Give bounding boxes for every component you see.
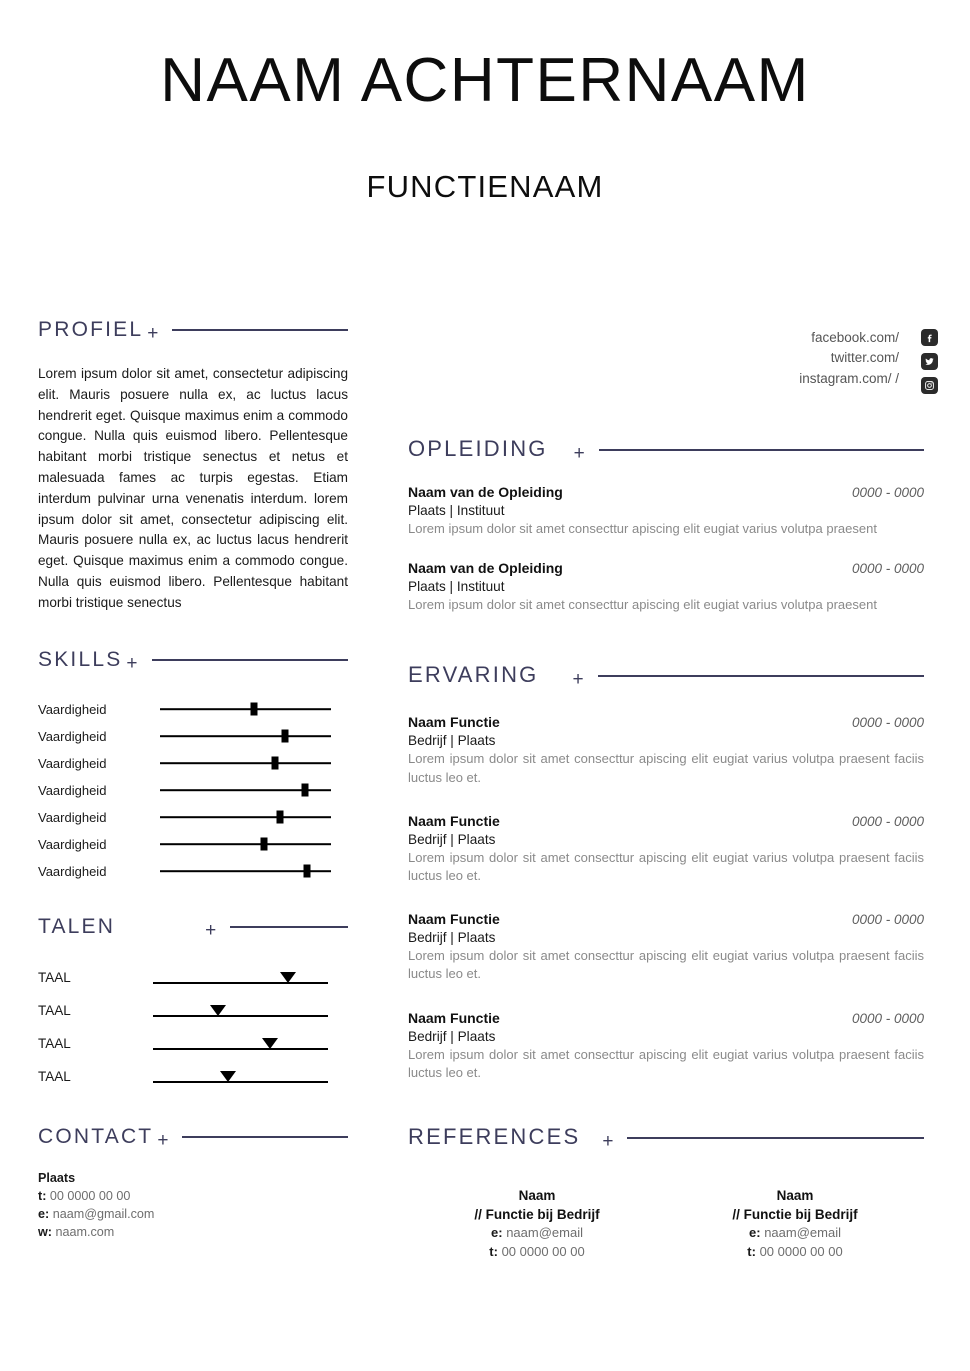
language-label: TAAL (38, 1035, 71, 1051)
entry-header (408, 714, 924, 730)
talen-heading (38, 915, 348, 939)
profiel-text: Lorem ipsum dolor sit amet, consectetur adipiscing elit. Mauris posuere nulla ex, ac luctus lacus hendrerit eget. Quisque maximus enim a commodo congue. Nulla quis euismod libero. Pellentesque habitant morbi tristique senectus et netus et malesuada fames ac turpis egestas. Etiam interdum pulvinar urna venenatis interdum. lorem ipsum dolor sit amet, consectetur adipiscing elit. Mauris posuere nulla ex, ac luctus lacus hendrerit eget. Quisque maximus enim a commodo congue. Nulla quis euismod libero. Pellentesque habitant morbi tristique senectus (38, 366, 348, 610)
skills-list (38, 696, 348, 885)
entry-title: Naam Functie (408, 714, 500, 731)
reference-name: Naam (776, 1187, 814, 1203)
plus-icon: + (157, 1129, 169, 1151)
contact-phone[interactable] (38, 1187, 348, 1205)
entry-header (408, 911, 924, 927)
reference-phone-value: 00 0000 00 00 (755, 1243, 843, 1259)
entry-title: Naam Functie (408, 1009, 500, 1026)
skills-heading (38, 648, 348, 672)
social-block (799, 328, 938, 394)
reference-role: // Functie bij Bedrijf (474, 1207, 600, 1223)
opleiding-heading-label: OPLEIDING (408, 436, 548, 461)
facebook-icon[interactable] (921, 329, 938, 346)
reference-item (408, 1186, 666, 1261)
entry-description: Lorem ipsum dolor sit amet consecttur apiscing elit eugiat varius volutpa praesent faciis luctus leo et. (408, 849, 924, 883)
facebook-link[interactable]: facebook.com/ (811, 330, 899, 345)
reference-phone[interactable] (408, 1243, 666, 1261)
talen-heading-label: TALEN (38, 914, 116, 938)
entry-subtitle: Bedrijf | Plaats (408, 733, 496, 749)
entry-item (408, 911, 924, 983)
right-column (408, 436, 924, 1261)
reference-email[interactable] (408, 1224, 666, 1242)
language-marker[interactable] (210, 1005, 226, 1016)
cv-header (0, 0, 970, 205)
skill-row (38, 750, 348, 777)
entry-date: 0000 - 0000 (851, 561, 924, 577)
skill-slider[interactable] (160, 702, 331, 716)
entry-subtitle: Plaats | Instituut (408, 579, 505, 595)
language-row (38, 1060, 348, 1093)
contact-email[interactable] (38, 1205, 348, 1223)
skill-slider[interactable] (160, 837, 331, 851)
opleiding-list (408, 484, 924, 614)
entry-description: Lorem ipsum dolor sit amet consecttur apiscing elit eugiat varius volutpa praesent faciis luctus leo et. (408, 751, 924, 785)
twitter-link[interactable]: twitter.com/ (830, 350, 899, 366)
contact-heading-label: CONTACT (38, 1124, 154, 1148)
language-marker[interactable] (262, 1038, 278, 1049)
entry-item (408, 813, 924, 885)
language-slider[interactable] (153, 1034, 328, 1052)
section-references (408, 1124, 924, 1261)
reference-phone-value: 00 0000 00 00 (497, 1243, 585, 1259)
reference-role: // Functie bij Bedrijf (732, 1207, 858, 1223)
reference-email-value: naam@email (760, 1225, 841, 1241)
reference-email-label: e: (491, 1225, 503, 1241)
ervaring-heading (408, 662, 924, 691)
section-contact (38, 1125, 348, 1242)
opleiding-heading (408, 436, 924, 462)
contact-heading (38, 1125, 348, 1149)
plus-icon: + (205, 919, 217, 941)
section-profiel (38, 318, 348, 614)
entry-title: Naam van de Opleiding (408, 560, 563, 577)
skill-label: Vaardigheid (38, 755, 107, 771)
language-slider[interactable] (153, 968, 328, 986)
section-opleiding (408, 436, 924, 614)
entry-description: Lorem ipsum dolor sit amet consecttur apiscing elit eugiat varius volutpa praesent (408, 521, 877, 536)
skill-label: Vaardigheid (38, 809, 107, 825)
entry-subtitle: Bedrijf | Plaats (408, 1028, 496, 1044)
heading-rule (599, 449, 924, 451)
entry-description: Lorem ipsum dolor sit amet consecttur apiscing elit eugiat varius volutpa praesent faciis luctus leo et. (408, 948, 924, 982)
language-marker[interactable] (280, 972, 296, 983)
skill-row (38, 858, 348, 885)
skill-slider[interactable] (160, 810, 331, 824)
entry-subtitle: Plaats | Instituut (408, 503, 505, 518)
reference-phone-label: t: (489, 1243, 498, 1259)
page-title: NAAM ACHTERNAAM (160, 46, 810, 115)
entry-title: Naam van de Opleiding (408, 484, 563, 500)
entry-subtitle: Bedrijf | Plaats (408, 831, 496, 847)
references-list (408, 1186, 924, 1261)
entry-title: Naam Functie (408, 812, 500, 829)
skill-row (38, 804, 348, 831)
plus-icon: + (126, 652, 138, 674)
instagram-icon[interactable] (921, 377, 938, 394)
job-title: FUNCTIENAAM (366, 169, 604, 205)
skill-marker[interactable] (251, 703, 258, 716)
entry-date: 0000 - 0000 (851, 912, 924, 928)
entry-header (408, 813, 924, 829)
contact-details (38, 1169, 348, 1242)
contact-email-value: naam@gmail.com (52, 1207, 155, 1222)
language-row (38, 1027, 348, 1060)
skills-heading-label: SKILLS (38, 647, 123, 671)
heading-rule (172, 329, 348, 331)
contact-phone-label: t: (38, 1188, 47, 1203)
skill-row (38, 777, 348, 804)
entry-date: 0000 - 0000 (851, 715, 924, 731)
reference-email-value: naam@email (502, 1225, 583, 1241)
reference-name: Naam (518, 1187, 556, 1203)
contact-web-label: w: (38, 1225, 52, 1240)
references-heading-label: REFERENCES (408, 1123, 581, 1149)
heading-rule (230, 926, 348, 928)
reference-email[interactable] (666, 1224, 924, 1242)
skill-row (38, 723, 348, 750)
skill-row (38, 696, 348, 723)
ervaring-list (408, 714, 924, 1082)
entry-date: 0000 - 0000 (851, 1010, 924, 1026)
language-label: TAAL (38, 969, 71, 985)
entry-date: 0000 - 0000 (851, 813, 924, 829)
skill-marker[interactable] (271, 757, 278, 770)
entry-item (408, 560, 924, 614)
contact-web[interactable] (38, 1223, 348, 1241)
skill-slider[interactable] (160, 783, 331, 797)
skill-label: Vaardigheid (38, 863, 107, 879)
reference-phone[interactable] (666, 1243, 924, 1261)
plus-icon: + (573, 443, 585, 464)
section-talen (38, 915, 348, 1093)
reference-phone-label: t: (747, 1243, 756, 1259)
contact-web-value: naam.com (55, 1225, 115, 1240)
skill-marker[interactable] (302, 784, 309, 797)
contact-phone-value: 00 0000 00 00 (49, 1188, 131, 1203)
profiel-heading (38, 318, 348, 342)
references-heading (408, 1124, 924, 1150)
heading-rule (627, 1137, 924, 1139)
contact-place: Plaats (38, 1170, 76, 1185)
language-slider[interactable] (153, 1067, 328, 1085)
skill-slider[interactable] (160, 756, 331, 770)
profiel-heading-label: PROFIEL (38, 318, 144, 341)
skill-label: Vaardigheid (38, 728, 107, 744)
skill-slider[interactable] (160, 729, 331, 743)
entry-subtitle: Bedrijf | Plaats (408, 930, 496, 946)
ervaring-heading-label: ERVARING (408, 662, 539, 688)
language-label: TAAL (38, 1002, 71, 1018)
entry-header (408, 484, 924, 500)
social-links (799, 328, 899, 389)
skill-marker[interactable] (304, 865, 311, 878)
skill-marker[interactable] (261, 838, 268, 851)
section-skills (38, 648, 348, 885)
language-row (38, 994, 348, 1027)
language-marker[interactable] (220, 1071, 236, 1082)
entry-header (408, 560, 924, 576)
skill-slider[interactable] (160, 864, 331, 878)
language-slider[interactable] (153, 1001, 328, 1019)
skill-marker[interactable] (281, 730, 288, 743)
heading-rule (152, 659, 348, 661)
talen-list (38, 961, 348, 1093)
entry-item (408, 714, 924, 786)
reference-item (666, 1186, 924, 1261)
social-icons (921, 328, 938, 394)
language-row (38, 961, 348, 994)
skill-label: Vaardigheid (38, 701, 107, 717)
entry-item (408, 1010, 924, 1082)
skill-label: Vaardigheid (38, 836, 107, 852)
left-column (38, 318, 348, 1242)
heading-rule (182, 1136, 348, 1138)
entry-description: Lorem ipsum dolor sit amet consecttur apiscing elit eugiat varius volutpa praesent faciis luctus leo et. (408, 1046, 924, 1080)
language-label: TAAL (38, 1068, 71, 1084)
section-ervaring (408, 662, 924, 1082)
entry-item (408, 484, 924, 538)
plus-icon: + (572, 669, 584, 691)
contact-email-label: e: (38, 1207, 50, 1222)
heading-rule (598, 675, 924, 677)
entry-title: Naam Functie (408, 911, 500, 928)
plus-icon: + (147, 323, 159, 344)
skill-marker[interactable] (276, 811, 283, 824)
entry-date: 0000 - 0000 (851, 485, 924, 500)
entry-header (408, 1010, 924, 1026)
skill-label: Vaardigheid (38, 782, 107, 798)
plus-icon: + (602, 1130, 614, 1152)
reference-email-label: e: (749, 1225, 761, 1241)
instagram-link[interactable]: instagram.com/ / (799, 370, 899, 386)
skill-row (38, 831, 348, 858)
entry-description: Lorem ipsum dolor sit amet consecttur apiscing elit eugiat varius volutpa praesent (408, 597, 877, 613)
twitter-icon[interactable] (921, 353, 938, 370)
